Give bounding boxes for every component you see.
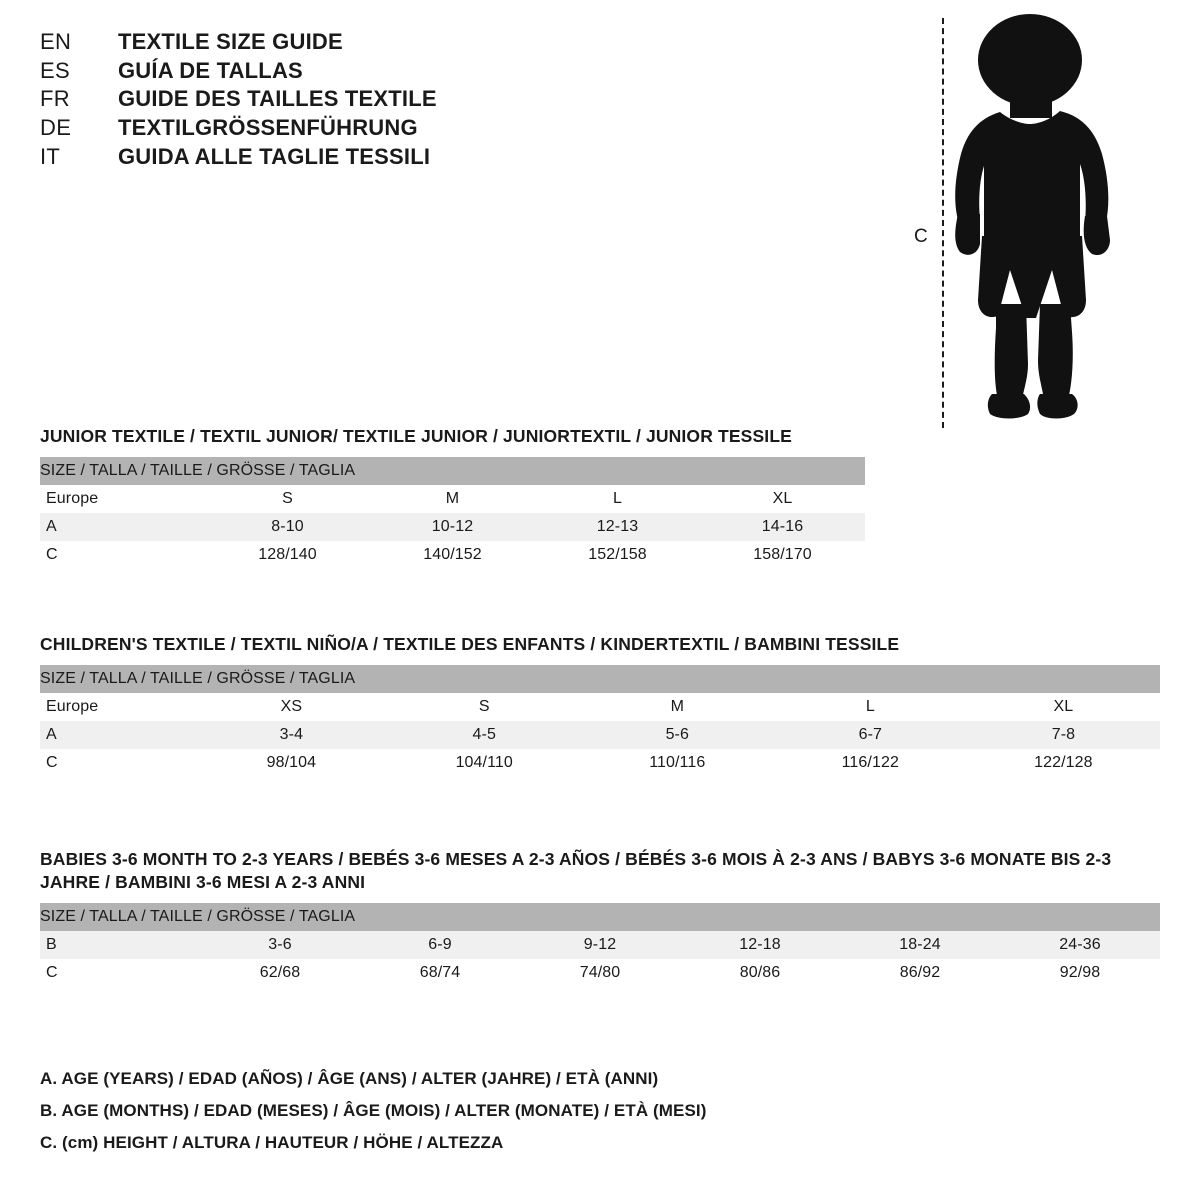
row-key: A <box>40 513 205 541</box>
table-header-row <box>40 903 1160 931</box>
table-row <box>40 749 1160 777</box>
row-value: XL <box>700 485 865 513</box>
language-title: TEXTILGRÖSSENFÜHRUNG <box>118 114 418 140</box>
row-key: C <box>40 959 200 987</box>
row-value: 12-13 <box>535 513 700 541</box>
row-value: 122/128 <box>967 749 1160 777</box>
legend-line-c: C. (cm) HEIGHT / ALTURA / HAUTEUR / HÖHE / ALTEZZA <box>40 1133 504 1153</box>
table-row <box>40 541 865 569</box>
row-value: 98/104 <box>195 749 388 777</box>
legend-line-a: A. AGE (YEARS) / EDAD (AÑOS) / ÂGE (ANS) / ALTER (JAHRE) / ETÀ (ANNI) <box>40 1069 659 1088</box>
row-value: L <box>535 485 700 513</box>
height-measure-dashed-line <box>942 18 944 428</box>
language-row <box>40 59 560 84</box>
table-header-row <box>40 665 1160 693</box>
section-title: JUNIOR TEXTILE / TEXTIL JUNIOR/ TEXTILE JUNIOR / JUNIORTEXTIL / JUNIOR TESSILE <box>40 426 792 446</box>
table-row <box>40 959 1160 987</box>
row-value: 3-4 <box>195 721 388 749</box>
row-value: 12-18 <box>680 931 840 959</box>
row-value: 152/158 <box>535 541 700 569</box>
row-value: 128/140 <box>205 541 370 569</box>
section-childrens-textile <box>40 633 1160 777</box>
row-key: A <box>40 721 195 749</box>
row-value: 5-6 <box>581 721 774 749</box>
table-header-label: SIZE / TALLA / TAILLE / GRÖSSE / TAGLIA <box>40 457 865 485</box>
row-value: 24-36 <box>1000 931 1160 959</box>
row-value: 4-5 <box>388 721 581 749</box>
table-row <box>40 513 865 541</box>
language-code: EN <box>40 29 72 54</box>
language-code: DE <box>40 114 72 140</box>
row-value: 158/170 <box>700 541 865 569</box>
row-key: B <box>40 931 200 959</box>
row-value: 86/92 <box>840 959 1000 987</box>
row-value: M <box>581 693 774 721</box>
row-key: C <box>40 749 195 777</box>
size-table-junior <box>40 457 865 569</box>
row-value: 62/68 <box>200 959 360 987</box>
language-title: GUÍA DE TALLAS <box>118 57 303 83</box>
row-value: 80/86 <box>680 959 840 987</box>
language-code: IT <box>40 143 61 169</box>
legend-line-b: B. AGE (MONTHS) / EDAD (MESES) / ÂGE (MOIS) / ALTER (MONATE) / ETÀ (MESI) <box>40 1101 707 1121</box>
table-row <box>40 931 1160 959</box>
row-value: 104/110 <box>388 749 581 777</box>
row-value: 110/116 <box>581 749 774 777</box>
row-value: 8-10 <box>205 513 370 541</box>
row-value: M <box>370 485 535 513</box>
row-value: 9-12 <box>520 931 680 959</box>
language-title-list <box>40 30 560 173</box>
row-value: 74/80 <box>520 959 680 987</box>
section-title: CHILDREN'S TEXTILE / TEXTIL NIÑO/A / TEXTILE DES ENFANTS / KINDERTEXTIL / BAMBINI TESSILE <box>40 634 900 654</box>
row-key: Europe <box>40 693 195 721</box>
table-row <box>40 485 865 513</box>
row-value: 116/122 <box>774 749 967 777</box>
table-row <box>40 721 1160 749</box>
row-value: 140/152 <box>370 541 535 569</box>
size-table-babies <box>40 903 1160 987</box>
row-value: 6-9 <box>360 931 520 959</box>
row-value: 92/98 <box>1000 959 1160 987</box>
child-silhouette-icon <box>880 8 1170 428</box>
row-value: 68/74 <box>360 959 520 987</box>
language-title: GUIDA ALLE TAGLIE TESSILI <box>118 143 431 169</box>
row-value: L <box>774 693 967 721</box>
row-value: 7-8 <box>967 721 1160 749</box>
row-value: 14-16 <box>700 513 865 541</box>
row-value: S <box>388 693 581 721</box>
table-header-label: SIZE / TALLA / TAILLE / GRÖSSE / TAGLIA <box>40 903 1160 931</box>
row-value: 6-7 <box>774 721 967 749</box>
row-key: C <box>40 541 205 569</box>
section-title: BABIES 3-6 MONTH TO 2-3 YEARS / BEBÉS 3-6 MESES A 2-3 AÑOS / BÉBÉS 3-6 MOIS À 2-3 ANS / BABYS 3-6 MONATE BIS 2-3 JAHRE / BAMBINI 3-6 MESI A 2-3 ANNI <box>40 849 1112 892</box>
row-value: 10-12 <box>370 513 535 541</box>
height-measure-label: C <box>914 226 928 247</box>
language-row <box>40 116 560 141</box>
row-value: 3-6 <box>200 931 360 959</box>
language-row <box>40 145 560 170</box>
table-row <box>40 693 1160 721</box>
row-key: Europe <box>40 485 205 513</box>
row-value: S <box>205 485 370 513</box>
measurement-figure <box>880 8 1170 428</box>
language-title: GUIDE DES TAILLES TEXTILE <box>118 86 437 112</box>
language-row <box>40 30 560 55</box>
language-code: ES <box>40 57 70 83</box>
table-header-label: SIZE / TALLA / TAILLE / GRÖSSE / TAGLIA <box>40 665 1160 693</box>
size-table-children <box>40 665 1160 777</box>
row-value: XL <box>967 693 1160 721</box>
legend-block <box>40 1068 1160 1164</box>
table-header-row <box>40 457 865 485</box>
row-value: 18-24 <box>840 931 1000 959</box>
section-junior-textile <box>40 425 1160 569</box>
section-babies-textile <box>40 848 1160 987</box>
language-code: FR <box>40 86 70 112</box>
language-row <box>40 87 560 112</box>
row-value: XS <box>195 693 388 721</box>
language-title: TEXTILE SIZE GUIDE <box>118 29 343 54</box>
